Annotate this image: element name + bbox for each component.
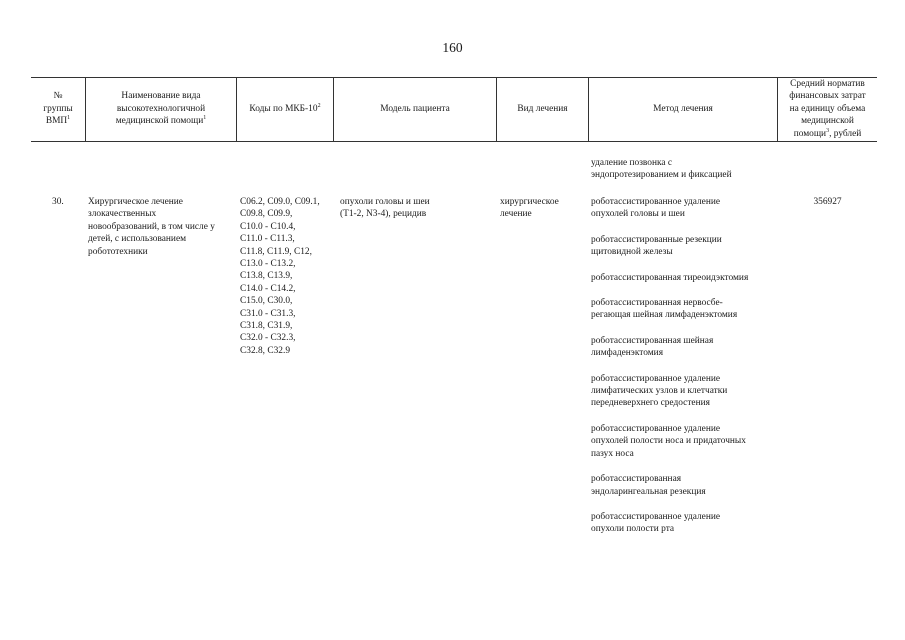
row-treatment-type: хирургическое лечение xyxy=(500,197,559,220)
method-item: роботассистированная эндоларингеальная резекция xyxy=(591,474,706,497)
page-number: 160 xyxy=(442,40,463,55)
header-treatment-type: Вид лечения xyxy=(517,103,568,114)
row-treatment-methods xyxy=(591,196,748,549)
method-item: роботассистированное удаление опухоли полости рта xyxy=(591,511,721,535)
method-item: роботассистированная тиреоидэктомия xyxy=(591,272,749,283)
header-treatment-method: Метод лечения xyxy=(653,103,713,114)
method-item: роботассистированное удаление опухолей полости носа и придаточных пазух носа xyxy=(591,423,746,459)
method-item: роботассистированные резекции щитовидной железы xyxy=(591,234,722,258)
row-care-type-name: Хирургическое лечение злокачественных новообразований, в том числе у детей, с использованием робототехники xyxy=(88,197,215,257)
row-average-cost: 356927 xyxy=(813,197,842,207)
continuation-text: удаление позвонка с эндопротезированием и фиксацией xyxy=(591,158,732,181)
header-care-type-name: Наименование вида высокотехнологичной медицинской помощи$^1$ xyxy=(115,91,207,127)
header-average-cost: Средний норматив финансовых затрат на единицу объема медицинской помощи$^3$, рублей xyxy=(789,78,866,139)
method-item: роботассистированная нервосбе- регающая шейная лимфаденэктомия xyxy=(591,298,738,321)
table-header-bottom-border xyxy=(31,141,877,142)
method-item: роботассистированное удаление лимфатических узлов и клетчатки передневерхнего средостения xyxy=(591,373,728,409)
header-patient-model: Модель пациента xyxy=(380,103,450,114)
row-number: 30. xyxy=(52,197,64,207)
header-icd-codes: Коды по МКБ-$10^2$ xyxy=(249,102,321,114)
method-item: роботассистированная шейная лимфаденэктомия xyxy=(591,335,714,359)
row-patient-model: опухоли головы и шеи (T1-2, N3-4), рецидив xyxy=(340,197,430,220)
row-icd-codes: C06.2, C09.0, C09.1, C09.8, C09.9, C10.0 - C10.4, C11.0 - C11.3, C11.8, C11.9, C12, C13.0 - C13.2, C13.8, C13.9, C14.0 - C14.2, C15.0, C30.0, C31.0 - C31.3, C31.8, C31.9, C32.0 - C32.3, C32.8, C32.9 xyxy=(240,197,320,356)
header-group-number: № группы ВМП$^1$ xyxy=(43,91,73,127)
method-item: роботассистированное удаление опухолей головы и шеи xyxy=(591,197,721,220)
